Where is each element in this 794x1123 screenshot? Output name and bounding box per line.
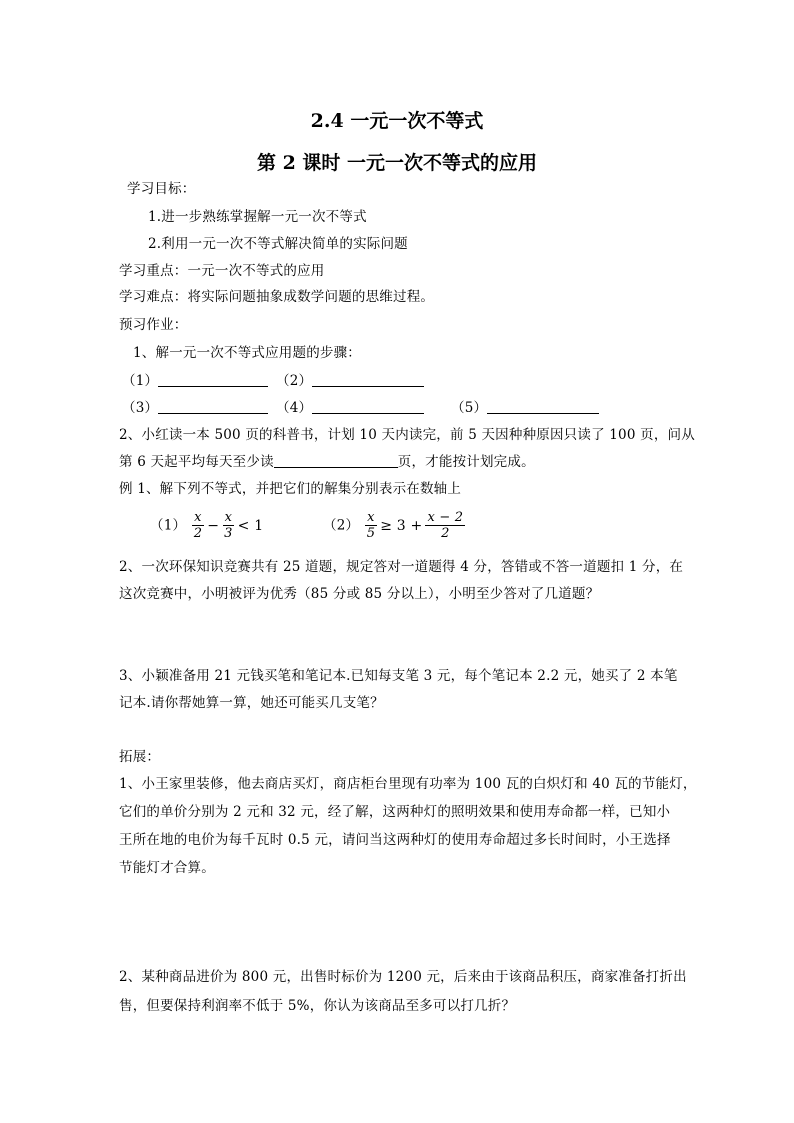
inequality-2-middle: ≥ 3 + <box>380 517 423 534</box>
extension-2-line-1: 2、某种商品进价为 800 元，出售时标价为 1200 元，后来由于该商品积压，商家准备打折出 <box>119 969 687 985</box>
problem-2-line-1: 2、一次环保知识竞赛共有 25 道题，规定答对一道题得 4 分，答错或不答一道题扣 1 分，在 <box>119 559 684 575</box>
fraction-x-over-3 <box>222 510 234 541</box>
step-1-blank[interactable] <box>158 372 268 387</box>
fraction-x-over-2 <box>192 510 204 541</box>
step-5-label: （5） <box>451 400 488 416</box>
fraction-denominator: 2 <box>441 526 450 541</box>
problem-3-line-1: 3、小颖准备用 21 元钱买笔和笔记本.已知每支笔 3 元，每个笔记本 2.2 元，她买了 2 本笔 <box>119 668 678 684</box>
preview-question-2-text-b: 页，才能按计划完成。 <box>397 454 535 470</box>
fraction-denominator: 5 <box>366 526 376 541</box>
lesson-subtitle: 第 2 课时 一元一次不等式的应用 <box>256 152 538 174</box>
fraction-numerator: x <box>194 510 202 525</box>
step-3-blank[interactable] <box>158 399 268 414</box>
extension-1-line-2: 它们的单价分别为 2 元和 32 元，经了解，这两种灯的照明效果和使用寿命都一样，已知小 <box>119 804 671 820</box>
objective-1: 1.进一步熟练掌握解一元一次不等式 <box>148 209 367 225</box>
extension-2-line-2: 售，但要保持利润率不低于 5%，你认为该商品至多可以打几折？ <box>119 998 516 1014</box>
preview-question-2-line-2 <box>119 452 535 472</box>
inequality-2-label: （2） <box>323 517 360 534</box>
step-3 <box>122 398 268 418</box>
step-5-blank[interactable] <box>487 399 599 414</box>
step-3-label: （3） <box>122 400 159 416</box>
extension-1-line-1: 1、小王家里装修，他去商店买灯，商店柜台里现有功率为 100 瓦的白炽灯和 40 瓦的节能灯， <box>119 776 697 792</box>
step-5 <box>451 398 599 418</box>
example-1: 例 1、解下列不等式，并把它们的解集分别表示在数轴上 <box>119 481 462 497</box>
problem-3-line-2: 记本.请你帮她算一算，她还可能买几支笔？ <box>119 695 384 711</box>
preview-question-2-text-a: 第 6 天起平均每天至少读 <box>119 454 274 470</box>
problem-2-line-2: 这次竞赛中，小明被评为优秀（85 分或 85 分以上），小明至少答对了几道题？ <box>119 586 600 602</box>
step-2-blank[interactable] <box>312 372 424 387</box>
preview-label: 预习作业： <box>119 317 188 333</box>
step-2-label: （2） <box>276 373 313 389</box>
extension-1-line-3: 王所在地的电价为每千瓦时 0.5 元，请问当这两种灯的使用寿命超过多长时间时，小王选择 <box>119 832 671 848</box>
fraction-x-minus-2-over-2 <box>425 510 465 541</box>
pages-per-day-blank[interactable] <box>274 453 398 468</box>
difficulty: 学习难点：将实际问题抽象成数学问题的思维过程。 <box>119 289 435 305</box>
step-4-label: （4） <box>276 400 313 416</box>
fraction-numerator: x <box>367 510 375 525</box>
key-point: 学习重点：一元一次不等式的应用 <box>119 263 325 279</box>
fraction-x-over-5 <box>365 510 377 541</box>
step-1-label: （1） <box>122 373 159 389</box>
fraction-numerator: x − 2 <box>427 510 464 525</box>
objective-2: 2.利用一元一次不等式解决简单的实际问题 <box>148 236 408 252</box>
inequality-1 <box>150 508 265 543</box>
inequality-1-label: （1） <box>150 517 187 534</box>
extension-label: 拓展： <box>119 749 161 765</box>
inequality-2 <box>323 508 466 543</box>
inequality-1-rhs: < 1 <box>237 517 264 534</box>
step-2 <box>276 371 424 391</box>
step-4-blank[interactable] <box>312 399 424 414</box>
preview-question-2-line-1: 2、小红读一本 500 页的科普书，计划 10 天内读完，前 5 天因种种原因只读了 100 页，问从 <box>119 427 695 443</box>
minus-sign: − <box>207 517 220 534</box>
page-title: 2.4 一元一次不等式 <box>310 110 484 132</box>
preview-question-1: 1、解一元一次不等式应用题的步骤： <box>133 345 361 361</box>
fraction-numerator: x <box>224 510 233 525</box>
fraction-denominator: 3 <box>224 526 233 541</box>
fraction-denominator: 2 <box>193 526 203 541</box>
step-1 <box>122 371 268 391</box>
step-4 <box>276 398 424 418</box>
objectives-label: 学习目标： <box>127 181 196 197</box>
extension-1-line-4: 节能灯才合算。 <box>119 860 215 876</box>
